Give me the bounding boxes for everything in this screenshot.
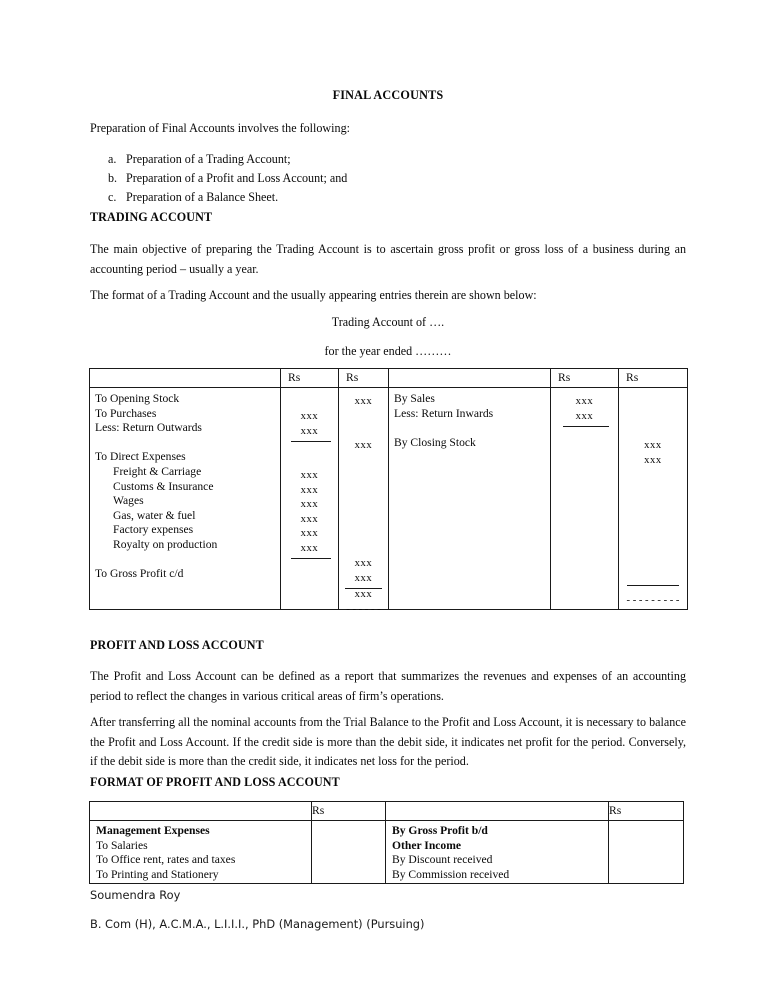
debit-line: Gas, water & fuel [113, 508, 196, 522]
pl-debit-lines [90, 821, 311, 882]
credit-line: Less: Return Inwards [394, 406, 494, 420]
debit-line: Factory expenses [113, 523, 194, 537]
amount-value: xxx [300, 528, 319, 539]
amount-value: xxx [354, 440, 373, 451]
pl-debit-line: Management Expenses [96, 824, 210, 837]
profit-loss-heading: PROFIT AND LOSS ACCOUNT [90, 638, 264, 652]
pl-header-credit-particulars [386, 802, 609, 821]
pl-paragraph-1: The Profit and Loss Account can be defined as a report that summarizes the revenues and expenses of an accounting period to reflect the changes in various critical areas of firm’s operations. [90, 669, 686, 703]
header-cell-rs-1: Rs [281, 369, 339, 388]
credit-spacer [394, 421, 550, 436]
pl-header-rs-1: Rs [312, 802, 386, 821]
amount-value: xxx [354, 396, 373, 407]
amount-value: xxx [300, 485, 319, 496]
list-item-label: Preparation of a Trading Account; [126, 152, 291, 166]
grand-total-dashes: - - - - - - - - - [626, 595, 680, 606]
pl-header-row [90, 802, 684, 821]
subtotal-rule [291, 558, 331, 559]
list-item [90, 169, 686, 188]
pl-credit-line: Other Income [392, 838, 462, 852]
debit-spacer [95, 553, 280, 568]
pl-credit-line: By Discount received [392, 853, 493, 867]
pl-debit-amount-col [312, 821, 386, 884]
debit-lines [90, 388, 280, 582]
pl-credit-lines [386, 821, 608, 882]
credit-amount-col-1 [551, 388, 619, 610]
amount-value: xxx [644, 440, 662, 451]
pl-paragraph-2: After transferring all the nominal accounts from the Trial Balance to the Profit and Loss Account, it is necessary to balance the Profit and Loss Account. If the credit side is more than the debit side, it indicates net profit for the period. Conversely, if the debit side is more than the credit side, it indicates net loss for the period. [90, 715, 686, 768]
debit-spacer [95, 436, 280, 451]
amount-value: xxx [575, 411, 594, 422]
pl-credit-line: By Commission received [392, 867, 510, 881]
table-body-row [90, 388, 688, 610]
trading-paragraph-1: The main objective of preparing the Trading Account is to ascertain gross profit or gross loss of a business during an accounting period – usually a year. [90, 242, 686, 276]
debit-line: Freight & Carriage [113, 464, 202, 478]
amount-value: xxx [300, 426, 319, 437]
list-item-label: Preparation of a Profit and Loss Account; and [126, 171, 348, 185]
debit-line: Less: Return Outwards [95, 421, 202, 435]
trading-table-caption-line-1: Trading Account of …. [331, 315, 445, 329]
list-item [90, 150, 686, 169]
list-item [90, 188, 686, 207]
list-marker: a. [108, 152, 117, 166]
pl-debit-line: To Salaries [96, 838, 148, 852]
amount-value: xxx [300, 470, 319, 481]
amount-value: xxx [354, 589, 373, 600]
intro-paragraph: Preparation of Final Accounts involves the following: [90, 121, 350, 135]
credit-lines [389, 388, 550, 450]
header-cell-rs-2: Rs [339, 369, 389, 388]
amount-value: xxx [354, 558, 373, 569]
pl-header-debit-particulars [90, 802, 312, 821]
debit-amount-col-2 [339, 388, 389, 615]
debit-line: To Gross Profit c/d [95, 567, 184, 581]
table-header-row [90, 369, 688, 388]
debit-particulars-cell [90, 388, 281, 610]
preparation-list [90, 150, 686, 207]
list-marker: b. [108, 171, 118, 185]
pl-header-rs-2: Rs [609, 802, 684, 821]
grand-total-dashes: - - - - - - [346, 604, 381, 615]
header-cell-rs-4: Rs [619, 369, 688, 388]
credit-line: By Closing Stock [394, 435, 476, 449]
debit-line: To Direct Expenses [95, 450, 186, 464]
trading-account-table [89, 368, 688, 615]
total-rule [627, 585, 679, 586]
header-cell-debit-particulars [90, 369, 281, 388]
page-title: FINAL ACCOUNTS [332, 88, 444, 102]
subtotal-rule [563, 426, 609, 427]
pl-debit-line: To Office rent, rates and taxes [96, 853, 236, 867]
amount-value: xxx [300, 514, 319, 525]
debit-line: Royalty on production [113, 537, 218, 551]
pl-debit-particulars-cell [90, 821, 312, 884]
author-name: Soumendra Roy [90, 888, 181, 902]
debit-line: To Opening Stock [95, 392, 180, 405]
pl-credit-line: By Gross Profit b/d [392, 824, 488, 837]
amount-value: xxx [300, 411, 319, 422]
amount-value: xxx [644, 455, 662, 466]
pl-credit-particulars-cell [386, 821, 609, 884]
header-cell-credit-particulars [389, 369, 551, 388]
profit-loss-table [89, 801, 684, 884]
list-marker: c. [108, 190, 117, 204]
list-item-label: Preparation of a Balance Sheet. [126, 190, 279, 204]
credit-particulars-cell [389, 388, 551, 610]
debit-line: Wages [113, 494, 144, 508]
trading-paragraph-2: The format of a Trading Account and the usually appearing entries therein are shown below: [90, 288, 537, 302]
pl-body-row [90, 821, 684, 884]
trading-table-caption-line-2: for the year ended ……… [324, 344, 452, 358]
debit-line: To Purchases [95, 406, 157, 420]
trading-account-heading: TRADING ACCOUNT [90, 210, 213, 224]
pl-debit-line: To Printing and Stationery [96, 867, 219, 881]
author-credentials: B. Com (H), A.C.M.A., L.I.I.I., PhD (Management) (Pursuing) [90, 917, 425, 931]
credit-line: By Sales [394, 392, 435, 405]
credit-amount-col-2 [619, 388, 688, 610]
header-cell-rs-3: Rs [551, 369, 619, 388]
subtotal-rule [291, 441, 331, 442]
debit-amount-col-1 [281, 388, 339, 610]
pl-credit-amount-col [609, 821, 684, 884]
amount-value: xxx [300, 499, 319, 510]
amount-value: xxx [575, 396, 594, 407]
debit-line: Customs & Insurance [113, 479, 214, 493]
amount-value: xxx [354, 573, 373, 584]
amount-value: xxx [300, 543, 319, 554]
pl-format-heading: FORMAT OF PROFIT AND LOSS ACCOUNT [90, 775, 340, 789]
